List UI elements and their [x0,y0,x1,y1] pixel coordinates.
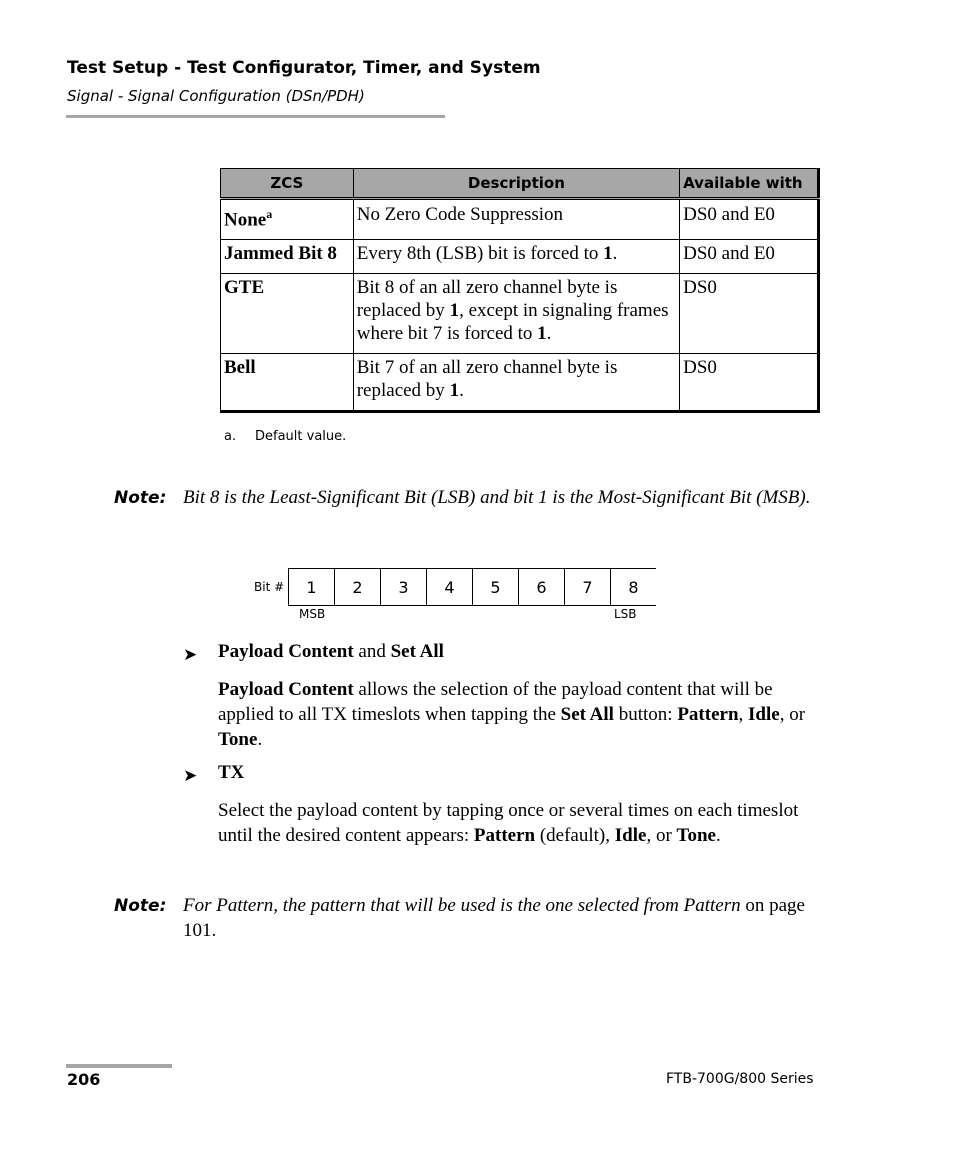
section-subtitle: Signal - Signal Configuration (DSn/PDH) [67,87,365,105]
msb-label: MSB [299,607,326,621]
table-footnote [224,429,346,444]
section-title: Test Setup - Test Configurator, Timer, and System [67,58,541,78]
bit-cell: 5 [472,569,518,605]
column-header-description: Description [353,169,679,199]
bit-cell: 8 [610,569,656,605]
footnote-label: a. [224,429,237,444]
body-paragraph: Payload Content allows the selection of the payload content that will be applied to all TX timeslots when tapping the Set All button: Pattern, Idle, or Tone. [218,679,806,750]
zcs-table [220,168,820,413]
table-row [221,199,819,240]
note-label: Note: [114,488,167,508]
bit-cell: 7 [564,569,610,605]
table-row [221,354,819,412]
bit-cell: 3 [380,569,426,605]
product-series: FTB-700G/800 Series [666,1071,814,1087]
bit-cell: 1 [288,569,334,605]
available-cell: DS0 and E0 [680,240,819,274]
table-header-row [221,169,819,199]
note-text: For Pattern, the pattern that will be used is the one selected from Pattern on page 101. [183,895,805,941]
bit-number-label: Bit # [254,580,285,594]
bit-cell: 2 [334,569,380,605]
body-paragraph: Select the payload content by tapping once or several times on each timeslot until the desired content appears: Pattern (default), Idle, or Tone. [218,800,799,846]
footnote-text: Default value. [255,429,347,444]
available-cell: DS0 and E0 [680,199,819,240]
zcs-cell: None$^a$ [221,199,354,240]
lsb-label: LSB [614,607,637,621]
bullet-arrow-icon: ➤ [183,645,198,664]
zcs-cell: Bell [221,354,354,412]
note-text: Bit 8 is the Least-Significant Bit (LSB) and bit 1 is the Most-Significant Bit (MSB). [183,487,811,508]
bullet-title: TX [218,762,245,783]
available-cell: DS0 [680,274,819,354]
column-header-zcs: ZCS [221,169,354,199]
table-row [221,240,819,274]
description-cell: Bit 7 of an all zero channel byte is replaced by 1. [353,354,679,412]
description-cell: Bit 8 of an all zero channel byte is replaced by 1, except in signaling frames where bit 7 is forced to 1. [353,274,679,354]
bit-cells-row [288,568,656,606]
zcs-cell: Jammed Bit 8 [221,240,354,274]
page-number: 206 [67,1070,101,1089]
table-row [221,274,819,354]
bit-order-diagram [250,566,650,626]
zcs-cell: GTE [221,274,354,354]
description-cell: Every 8th (LSB) bit is forced to 1. [353,240,679,274]
bullet-title: Payload Content and Set All [218,641,444,662]
bit-cell: 6 [518,569,564,605]
column-header-available-with: Available with [680,169,819,199]
description-cell: No Zero Code Suppression [353,199,679,240]
header-divider [66,115,445,118]
footer-divider [66,1064,172,1068]
available-cell: DS0 [680,354,819,412]
bullet-arrow-icon: ➤ [183,766,198,785]
note-label: Note: [114,896,167,916]
footnote-marker: a [266,207,273,221]
bit-cell: 4 [426,569,472,605]
